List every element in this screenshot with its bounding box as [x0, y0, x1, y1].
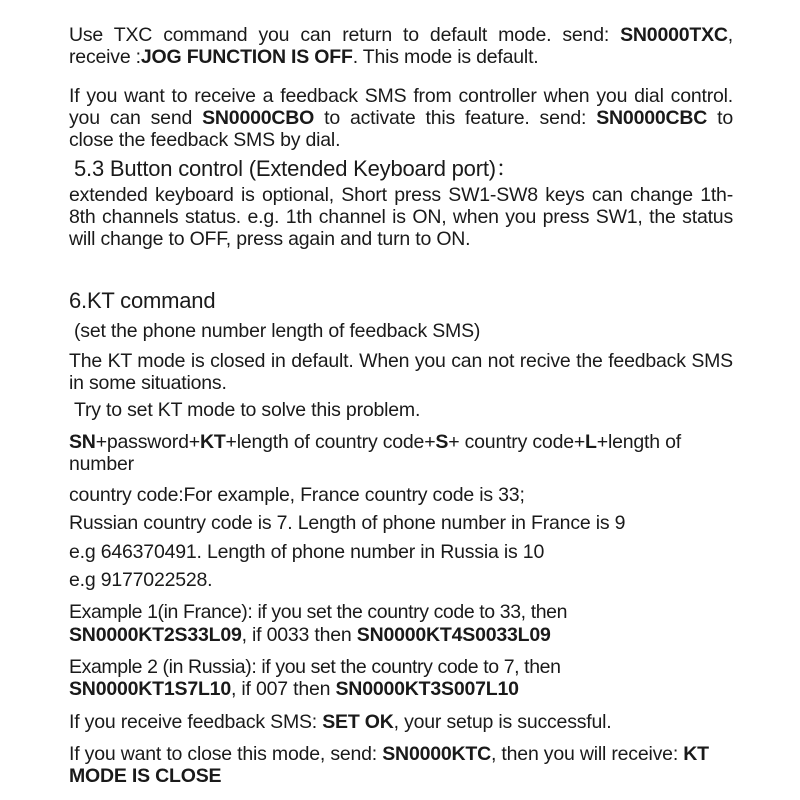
success-response: SET OK — [322, 711, 394, 733]
example-2-command-b: SN0000KT3S007L10 — [335, 678, 519, 700]
syntax-text-2: +length of country code+ — [225, 431, 436, 453]
country-line-2: Russian country code is 7. Length of phone number in France is 9 — [69, 512, 626, 534]
close-response: KT MODE IS CLOSE — [69, 743, 709, 787]
kt-intro: The KT mode is closed in default. When you can not recive the feedback SMS in some situations. — [69, 350, 733, 394]
example-1-text: , if 0033 then — [241, 624, 357, 646]
success-line — [69, 711, 733, 733]
example-2-text: , if 007 then — [230, 678, 336, 700]
txc-response: JOG FUNCTION IS OFF — [140, 46, 353, 68]
kt-syntax — [69, 431, 733, 475]
feedback-text-3: to close the feedback SMS by dial. — [69, 107, 733, 151]
syntax-l: L — [585, 431, 597, 453]
section-5-3-body: extended keyboard is optional, Short press SW1-SW8 keys can change 1th-8th channels status. e.g. 1th channel is ON, when you press SW1, the status will change to OFF, press again and turn to ON. — [69, 184, 733, 250]
txc-command: SN0000TXC — [620, 24, 728, 46]
syntax-s: S — [435, 431, 449, 453]
kt-try-line: Try to set KT mode to solve this problem. — [74, 399, 421, 421]
success-text-1: If you receive feedback SMS: — [69, 711, 323, 733]
syntax-kt: KT — [199, 431, 226, 453]
example-1-command-a: SN0000KT2S33L09 — [69, 624, 242, 646]
success-text-2: , your setup is successful. — [393, 711, 612, 733]
country-line-3: e.g 646370491. Length of phone number in Russia is 10 — [69, 541, 545, 563]
feedback-close-command: SN0000CBC — [596, 107, 708, 129]
feedback-text-1: If you want to receive a feedback SMS from controller when you dial control. you can send — [69, 85, 733, 129]
example-1-command-b: SN0000KT4S0033L09 — [356, 624, 551, 646]
syntax-text-3: + country code+ — [448, 431, 586, 453]
syntax-sn: SN — [69, 431, 96, 453]
close-text-2: , then you will receive: — [491, 743, 684, 765]
syntax-text-1: +password+ — [95, 431, 200, 453]
feedback-paragraph — [69, 85, 733, 151]
section-6-heading: 6.KT command — [69, 288, 216, 313]
feedback-activate-command: SN0000CBO — [202, 107, 315, 129]
country-line-1: country code:For example, France country code is 33; — [69, 484, 525, 506]
syntax-text-4: +length of number — [69, 431, 681, 475]
txc-text-3: . This mode is default. — [352, 46, 539, 68]
txc-text-2: , receive : — [69, 24, 733, 68]
close-text-1: If you want to close this mode, send: — [69, 743, 383, 765]
example-2-commands — [69, 678, 733, 700]
example-2-command-a: SN0000KT1S7L10 — [69, 678, 231, 700]
section-5-3-heading: 5.3 Button control (Extended Keyboard port)： — [74, 156, 518, 181]
txc-paragraph — [69, 24, 733, 68]
section-6-subtitle: (set the phone number length of feedback SMS) — [74, 320, 481, 342]
country-line-4: e.g 9177022528. — [69, 569, 213, 591]
txc-text-1: Use TXC command you can return to default mode. send: — [69, 24, 621, 46]
example-1-commands — [69, 624, 733, 646]
close-command: SN0000KTC — [382, 743, 491, 765]
example-2-intro: Example 2 (in Russia): if you set the country code to 7, then — [69, 656, 561, 678]
example-1-intro: Example 1(in France): if you set the country code to 33, then — [69, 601, 568, 623]
close-paragraph — [69, 743, 733, 787]
feedback-text-2: to activate this feature. send: — [314, 107, 597, 129]
